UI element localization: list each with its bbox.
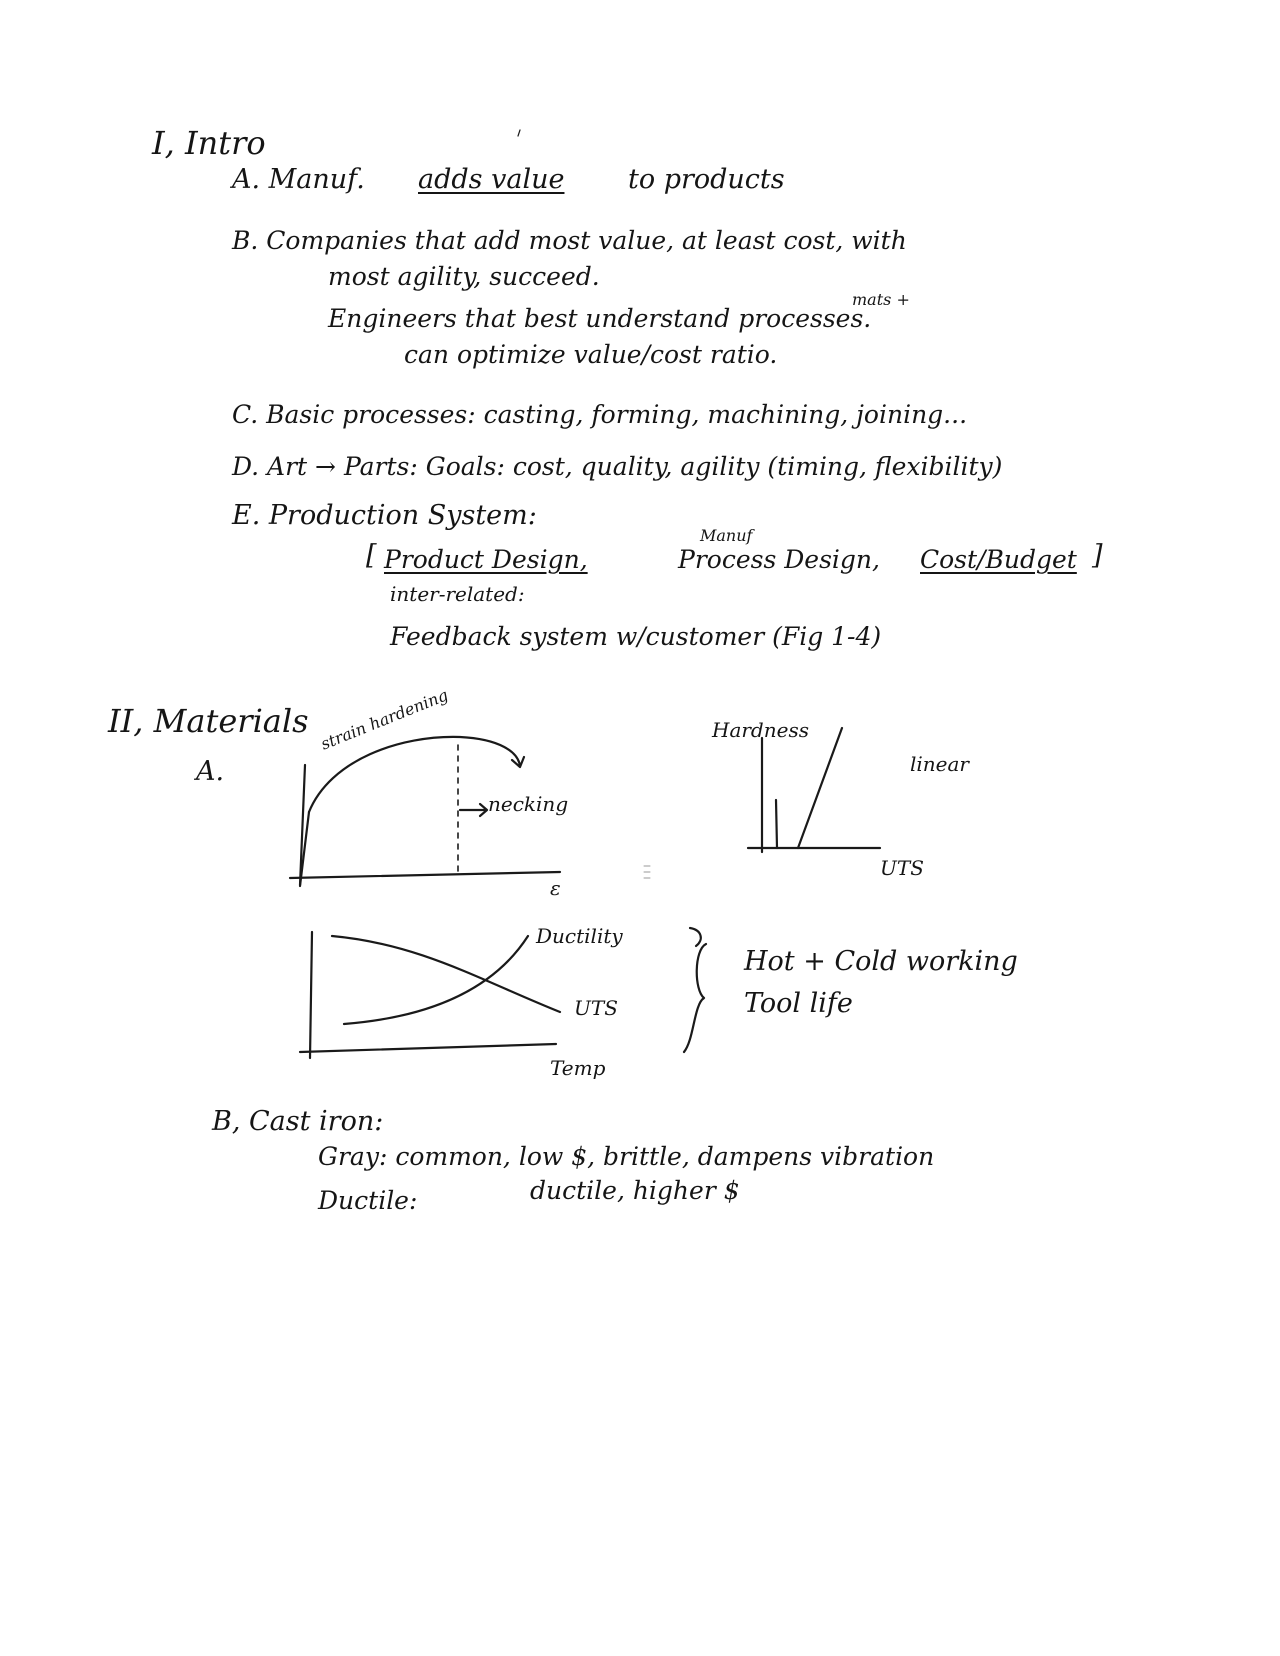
brace-note-line1: Hot + Cold working: [744, 946, 1018, 977]
section-intro-heading: I, Intro: [152, 124, 266, 162]
intro-item-b-line2: most agility, succeed.: [328, 262, 600, 291]
hardness-label: Hardness: [712, 718, 809, 742]
intro-item-e: E. Production System:: [232, 500, 537, 531]
process-design: Process Design,: [678, 545, 880, 574]
interrelated-note: inter-related:: [390, 582, 525, 606]
sketch1-x-axis: [290, 872, 560, 878]
necking-label: necking: [488, 792, 569, 816]
uts-axis-label: UTS: [880, 856, 924, 880]
sketch1-curve: [309, 737, 520, 812]
stress-strain-sketch: [290, 737, 560, 886]
intro-item-b-line3: Engineers that best understand processes.: [328, 304, 872, 333]
intro-item-a-suffix: to products: [628, 164, 785, 195]
intro-item-a-underlined: adds value: [418, 164, 565, 195]
bracket-open: [: [366, 540, 377, 571]
product-design: Product Design,: [384, 545, 588, 574]
uts-curve-label: UTS: [574, 996, 618, 1020]
intro-item-d: D. Art → Parts: Goals: cost, quality, agility (timing, flexibility): [232, 452, 1003, 481]
section-materials-heading: II, Materials: [108, 702, 309, 740]
materials-item-b: B, Cast iron:: [212, 1106, 384, 1137]
linear-label: linear: [910, 752, 969, 776]
ductile-iron-line: ductile, higher $: [530, 1176, 740, 1205]
gray-iron-line: Gray: common, low $, brittle, dampens vibration: [318, 1142, 935, 1171]
intro-item-a-prefix: A. Manuf.: [232, 164, 365, 195]
ductility-label: Ductility: [536, 924, 623, 948]
strain-hardening-label: strain hardening: [318, 685, 451, 754]
sketch3-x-axis: [300, 1044, 556, 1052]
brace-note-line2: Tool life: [744, 988, 853, 1019]
intro-item-c: C. Basic processes: casting, forming, machining, joining...: [232, 400, 968, 429]
temp-axis-label: Temp: [550, 1056, 606, 1080]
temperature-sketch: [300, 928, 706, 1058]
sketch2-linear-line: [798, 728, 842, 848]
intro-item-b-insert: mats +: [852, 290, 910, 309]
sketch1-necking-arrow: [460, 804, 487, 816]
bracket-close: ]: [1092, 540, 1103, 571]
sketch2-short-tick: [776, 800, 777, 848]
strain-symbol: ε: [550, 876, 561, 900]
sketch3-brace: [684, 944, 706, 1052]
stray-mark-2: [644, 866, 650, 878]
intro-item-b-line4: can optimize value/cost ratio.: [404, 340, 778, 369]
cost-budget: Cost/Budget: [920, 545, 1077, 574]
sketch3-small-bracket: [690, 928, 701, 946]
sketch3-ductility-curve: [344, 936, 528, 1024]
ductile-label: Ductile:: [318, 1186, 418, 1215]
intro-item-b-line1: B. Companies that add most value, at least cost, with: [232, 226, 907, 255]
hardness-uts-sketch: [748, 728, 880, 852]
manuf-insert: Manuf: [700, 526, 753, 545]
feedback-note: Feedback system w/customer (Fig 1-4): [390, 622, 882, 651]
materials-item-a-label: A.: [196, 756, 225, 787]
stray-mark-1: [518, 130, 520, 136]
sketch3-y-axis: [310, 932, 312, 1058]
